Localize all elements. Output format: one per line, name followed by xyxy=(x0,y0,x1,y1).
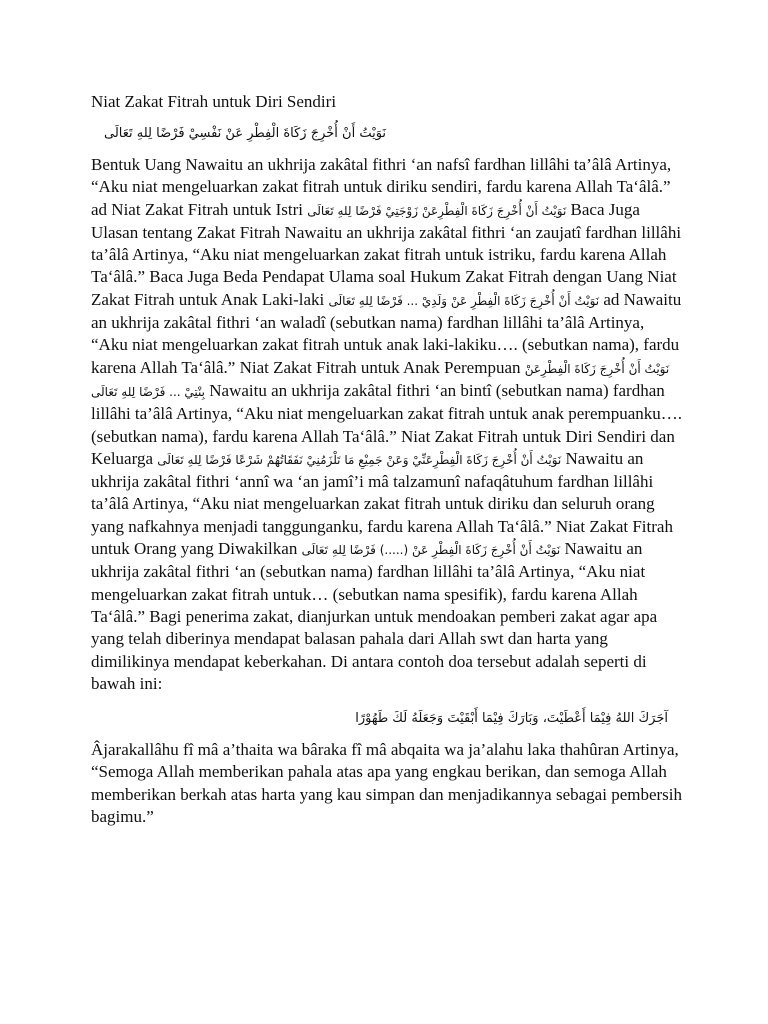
arabic-inline-niat: نَوَيْتُ أَنْ أُخْرِجَ زَكَاةَ الْفِطْرِعَنْ زَوْجَتِيْ فَرْضًا لِلهِ تَعَالَى xyxy=(307,203,567,218)
doa-transliteration-and-meaning: Âjarakallâhu fî mâ a’thaita wa bâraka fî mâ abqaita wa ja’alahu laka thahûran Artinya, “Semoga Allah memberikan pahala atas apa yang engkau berikan, dan semoga Allah memberikan berkah atas harta yang kau simpan dan menjadikannya sebagai pembersih bagimu.” xyxy=(91,740,683,826)
arabic-doa-penerima-zakat: آجَرَكَ اللهُ فِيْمَا أَعْطَيْتَ، وَبَارَكَ فِيْمَا أَبْقَيْتَ وَجَعَلَهُ لَكَ طَهُوْرًا xyxy=(355,711,668,726)
body-text-segment: Nawaitu an ukhrija zakâtal fithri ‘an bintî (sebutkan nama) fardhan lillâhi ta’âlâ Artinya, “Aku niat mengeluarkan zakat fitrah untuk anak perempuanku…. (sebutkan nama), fardu karena Allah Ta‘âlâ.” Niat Zakat Fitrah untuk Diri Sendiri dan Keluarga xyxy=(91,380,683,468)
body-text-segment: Nawaitu an ukhrija zakâtal fithri ‘annî wa ‘an jamî’i mâ talzamunî nafaqâtuhum fardhan lillâhi ta’âlâ Artinya, “Aku niat mengeluarkan zakat fitrah untuk diriku dan seluruh orang yang nafkahnya menjadi tanggunganku, fardu karena Allah Ta‘âlâ.” Niat Zakat Fitrah untuk Orang yang Diwakilkan xyxy=(91,448,673,559)
body-text-segment: ad Nawaitu an ukhrija zakâtal fithri ‘an waladî (sebutkan nama) fardhan lillâhi ta’âlâ Artinya, “Aku niat mengeluarkan zakat fitrah untuk anak laki-lakiku…. (sebutkan nama), fardu karena Allah Ta‘âlâ.” Niat Zakat Fitrah untuk Anak Perempuan xyxy=(91,289,682,377)
body-text-segment: Bentuk Uang Nawaitu an ukhrija zakâtal fithri ‘an nafsî fardhan lillâhi ta’âlâ Artinya, “Aku niat mengeluarkan zakat fitrah untuk diriku sendiri, fardu karena Allah Ta‘âlâ.” ad Niat Zakat Fitrah untuk Istri xyxy=(91,155,672,219)
arabic-inline-niat: نَوَيْتُ أَنْ أُخْرِجَ زَكَاةَ الْفِطْرِعَنِّيْ وَعَنْ جَمِيْعِ مَا تَلْزَمُنِيْ نَفَقَاتُهُمْ شَرْعًا فَرْضًا لِلهِ تَعَالَى xyxy=(157,452,562,467)
arabic-inline-niat: نَوَيْتُ أَنْ أُخْرِجَ زَكَاةَ الْفِطْرِعَنْ بِنْتِيْ ... فَرْضًا لِلهِ تَعَالَى xyxy=(91,361,670,399)
arabic-inline-niat: نَوَيْتُ أَنْ أُخْرِجَ زَكَاةَ الْفِطْرِ عَنْ وَلَدِيْ ... فَرْضًا لِلهِ تَعَالَى xyxy=(328,293,600,308)
body-text-segment: Nawaitu an ukhrija zakâtal fithri ‘an (sebutkan nama) fardhan lillâhi ta’âlâ Artinya, “Aku niat mengeluarkan zakat fitrah untuk… (sebutkan nama spesifik), fardu karena Allah Ta‘âlâ.” Bagi penerima zakat, dianjurkan untuk mendoakan pemberi zakat agar apa yang telah diberinya mendapat balasan pahala dari Allah swt dan harta yang dimilikinya mendapat keberkahan. Di antara contoh doa tersebut adalah seperti di bawah ini: xyxy=(91,539,658,693)
body-text-segment: Baca Juga Ulasan tentang Zakat Fitrah Nawaitu an ukhrija zakâtal fithri ‘an zaujatî fardhan lillâhi ta’âlâ Artinya, “Aku niat mengeluarkan zakat fitrah untuk istriku, fardu karena Allah Ta‘âlâ.” Baca Juga Beda Pendapat Ulama soal Hukum Zakat Fitrah dengan Uang Niat Zakat Fitrah untuk Anak Laki-laki xyxy=(91,199,682,309)
arabic-inline-niat: نَوَيْتُ أَنْ أُخْرِجَ زَكَاةَ الْفِطْرِ عَنْ (.....) فَرْضًا لِلهِ تَعَالَى xyxy=(301,543,561,558)
document-title: Niat Zakat Fitrah untuk Diri Sendiri xyxy=(91,92,337,111)
document-body-paragraph xyxy=(91,154,683,695)
arabic-niat-diri-sendiri: نَوَيْتُ أَنْ أُخْرِجَ زَكَاةَ الْفِطْرِ عَنْ نَفْسِيْ فَرْضًا لِلهِ تَعَالَى xyxy=(104,126,387,141)
